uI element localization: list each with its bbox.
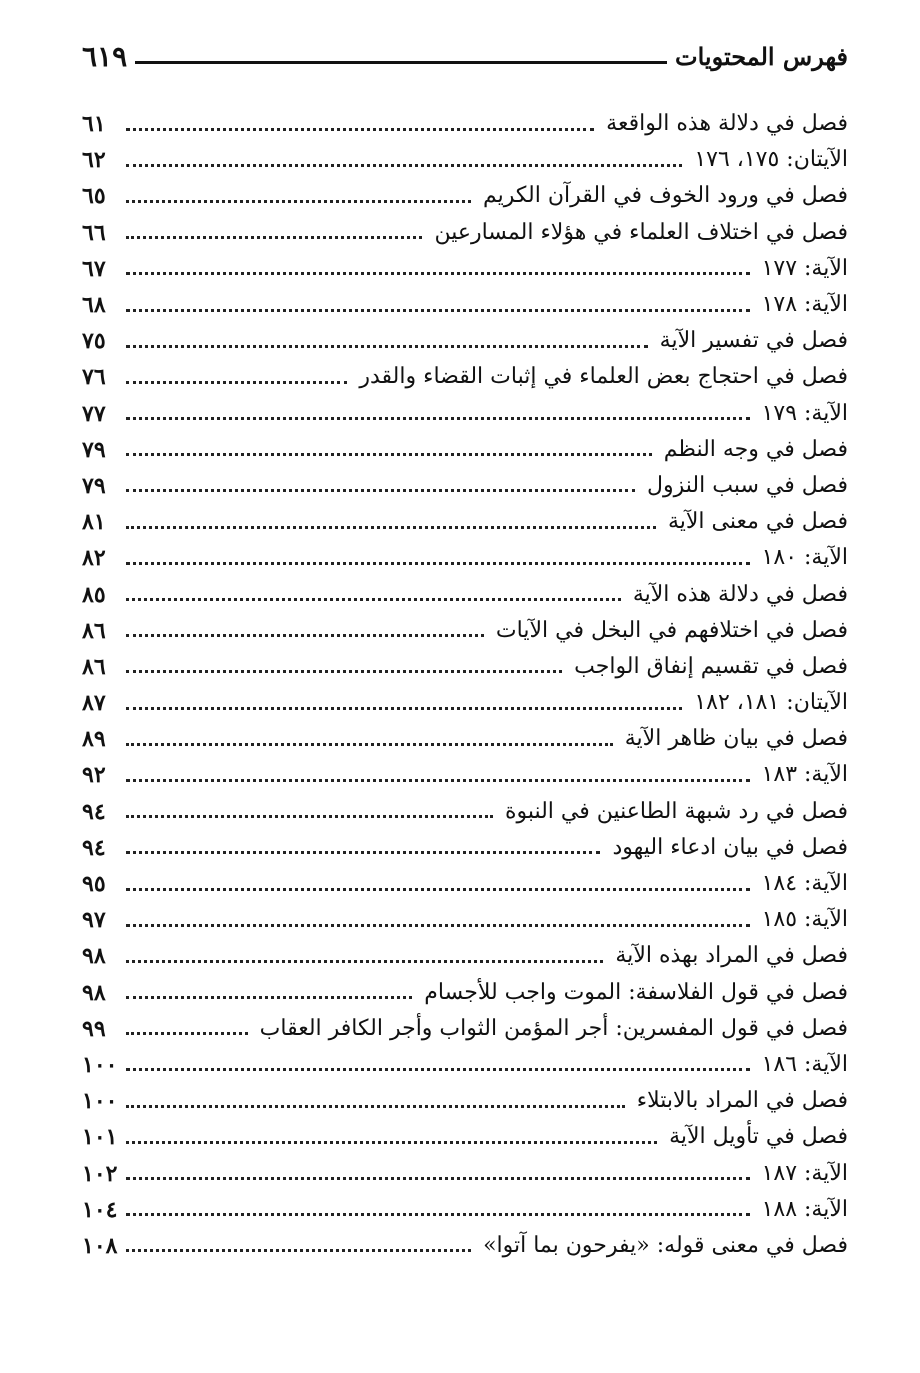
toc-entry-page: ٩٨ — [82, 979, 106, 1006]
toc-dot-leader — [126, 526, 656, 529]
toc-entry — [82, 649, 848, 685]
toc-dot-leader — [126, 489, 635, 492]
running-header — [82, 36, 848, 72]
toc-entry-title: الآية: ١٧٨ — [761, 292, 848, 318]
toc-entry-page: ٧٦ — [82, 364, 106, 391]
toc-entry-title: الآية: ١٧٧ — [761, 255, 848, 281]
toc-entry-title: فصل في دلالة هذه الآية — [632, 581, 848, 607]
toc-entry — [82, 251, 848, 287]
toc-dot-leader — [126, 851, 600, 854]
toc-entry-title: الآية: ١٨٥ — [761, 907, 848, 933]
toc-entry — [82, 142, 848, 178]
toc-entry-page: ٧٩ — [82, 436, 106, 463]
toc-dot-leader — [126, 164, 682, 167]
toc-entry — [82, 1228, 848, 1264]
toc-entry-page: ٦٨ — [82, 292, 106, 319]
toc-entry-title: الآية: ١٨٤ — [761, 871, 848, 897]
toc-dot-leader — [126, 345, 648, 348]
toc-dot-leader — [126, 815, 493, 818]
toc-dot-leader — [126, 128, 594, 131]
toc-entry-page: ١٠٠ — [82, 1088, 118, 1115]
toc-entry — [82, 178, 848, 214]
toc-entry-title: الآية: ١٨٦ — [761, 1051, 848, 1077]
toc-entry-title: فصل في رد شبهة الطاعنين في النبوة — [504, 798, 848, 824]
toc-entry-page: ٨٥ — [82, 581, 106, 608]
toc-entry-page: ٦٦ — [82, 219, 106, 246]
toc-entry-title: فصل في دلالة هذه الواقعة — [606, 111, 848, 137]
toc-entry-page: ٨٢ — [82, 545, 106, 572]
toc-entry-title: فصل في قول الفلاسفة: الموت واجب للأجسام — [424, 979, 848, 1005]
toc-entry-page: ٩٧ — [82, 907, 106, 934]
toc-entry — [82, 359, 848, 395]
toc-entry-page: ٩٨ — [82, 943, 106, 970]
toc-dot-leader — [126, 1177, 750, 1180]
toc-entry — [82, 685, 848, 721]
toc-dot-leader — [126, 236, 422, 239]
toc-entry — [82, 757, 848, 793]
toc-dot-leader — [126, 1249, 471, 1252]
toc-entry-title: الآية: ١٨٠ — [761, 545, 848, 571]
toc-dot-leader — [126, 670, 562, 673]
toc-dot-leader — [126, 634, 484, 637]
toc-entry-page: ٨٧ — [82, 690, 106, 717]
toc-entry-title: فصل في المراد بالابتلاء — [636, 1088, 848, 1114]
toc-entry — [82, 1047, 848, 1083]
toc-entry — [82, 432, 848, 468]
toc-entry-page: ١٠٤ — [82, 1196, 118, 1223]
toc-entry-page: ٩٢ — [82, 762, 106, 789]
toc-entry-title: الآيتان: ١٧٥، ١٧٦ — [694, 147, 848, 173]
toc-dot-leader — [126, 381, 347, 384]
toc-entry-page: ١٠٨ — [82, 1232, 118, 1259]
toc-entry-title: فصل في المراد بهذه الآية — [615, 943, 848, 969]
toc-entry-title: الآية: ١٨٣ — [761, 762, 848, 788]
toc-entry — [82, 975, 848, 1011]
toc-dot-leader — [126, 200, 471, 203]
toc-entry-page: ٨٦ — [82, 653, 106, 680]
toc-entry-title: الآية: ١٧٩ — [761, 400, 848, 426]
toc-entry-title: الآية: ١٨٧ — [761, 1160, 848, 1186]
toc-entry — [82, 287, 848, 323]
toc-dot-leader — [126, 309, 750, 312]
toc-entry-title: فصل في قول المفسرين: أجر المؤمن الثواب وأجر الكافر العقاب — [259, 1015, 848, 1041]
header-rule — [135, 61, 667, 64]
toc-dot-leader — [126, 1032, 248, 1035]
toc-entry-title: فصل في تأويل الآية — [669, 1124, 848, 1150]
toc-dot-leader — [126, 888, 750, 891]
toc-entry — [82, 613, 848, 649]
toc-entry-title: فصل في احتجاج بعض العلماء في إثبات القضاء والقدر — [359, 364, 848, 390]
toc-dot-leader — [126, 743, 613, 746]
table-of-contents — [82, 106, 848, 1264]
toc-entry-title: فصل في تقسيم إنفاق الواجب — [574, 653, 848, 679]
toc-entry-page: ١٠٢ — [82, 1160, 118, 1187]
header-title: فهرس المحتويات — [674, 42, 848, 71]
toc-entry — [82, 1083, 848, 1119]
toc-entry-page: ٨٩ — [82, 726, 106, 753]
toc-entry-page: ٧٧ — [82, 400, 106, 427]
toc-entry-page: ٦١ — [82, 111, 106, 138]
toc-entry-page: ٩٩ — [82, 1015, 106, 1042]
toc-entry-title: فصل في وجه النظم — [663, 436, 848, 462]
toc-entry-page: ٧٩ — [82, 472, 106, 499]
toc-entry — [82, 1192, 848, 1228]
toc-entry-title: فصل في بيان ادعاء اليهود — [612, 834, 848, 860]
toc-entry-page: ٦٧ — [82, 255, 106, 282]
toc-dot-leader — [126, 562, 750, 565]
header-page-number: ٦١٩ — [82, 40, 128, 73]
toc-entry — [82, 468, 848, 504]
toc-entry-title: فصل في تفسير الآية — [659, 328, 848, 354]
toc-entry-title: فصل في معنى الآية — [667, 509, 848, 535]
toc-dot-leader — [126, 996, 412, 999]
toc-entry — [82, 215, 848, 251]
toc-entry-title: فصل في اختلاف العلماء في هؤلاء المسارعين — [434, 219, 848, 245]
toc-dot-leader — [126, 707, 682, 710]
toc-entry — [82, 721, 848, 757]
toc-entry — [82, 866, 848, 902]
toc-entry-page: ٨٦ — [82, 617, 106, 644]
toc-entry-page: ٩٤ — [82, 834, 106, 861]
toc-entry — [82, 902, 848, 938]
toc-entry-title: فصل في سبب النزول — [647, 472, 848, 498]
toc-entry — [82, 938, 848, 974]
toc-entry-title: فصل في معنى قوله: «يفرحون بما آتوا» — [483, 1232, 848, 1258]
toc-entry-page: ٧٥ — [82, 328, 106, 355]
toc-entry-title: الآية: ١٨٨ — [761, 1196, 848, 1222]
toc-dot-leader — [126, 453, 652, 456]
toc-dot-leader — [126, 598, 621, 601]
toc-dot-leader — [126, 960, 603, 963]
toc-entry-page: ٦٥ — [82, 183, 106, 210]
toc-dot-leader — [126, 1141, 657, 1144]
toc-dot-leader — [126, 1105, 625, 1108]
toc-dot-leader — [126, 924, 750, 927]
toc-entry-page: ٨١ — [82, 509, 106, 536]
toc-dot-leader — [126, 779, 750, 782]
toc-entry — [82, 1119, 848, 1155]
toc-entry — [82, 106, 848, 142]
toc-entry-title: فصل في اختلافهم في البخل في الآيات — [495, 617, 848, 643]
toc-entry-page: ١٠١ — [82, 1124, 118, 1151]
toc-dot-leader — [126, 1213, 750, 1216]
toc-entry — [82, 323, 848, 359]
toc-entry-page: ٩٥ — [82, 871, 106, 898]
toc-entry — [82, 576, 848, 612]
toc-entry — [82, 1155, 848, 1191]
toc-entry — [82, 830, 848, 866]
toc-entry — [82, 1011, 848, 1047]
toc-entry-title: الآيتان: ١٨١، ١٨٢ — [694, 690, 848, 716]
toc-entry-title: فصل في ورود الخوف في القرآن الكريم — [483, 183, 848, 209]
toc-entry-page: ٦٢ — [82, 147, 106, 174]
toc-dot-leader — [126, 1068, 750, 1071]
toc-entry-page: ٩٤ — [82, 798, 106, 825]
toc-entry — [82, 504, 848, 540]
toc-entry — [82, 794, 848, 830]
toc-dot-leader — [126, 417, 750, 420]
toc-dot-leader — [126, 272, 750, 275]
toc-entry-title: فصل في بيان ظاهر الآية — [624, 726, 848, 752]
toc-entry-page: ١٠٠ — [82, 1051, 118, 1078]
toc-entry — [82, 540, 848, 576]
toc-entry — [82, 396, 848, 432]
